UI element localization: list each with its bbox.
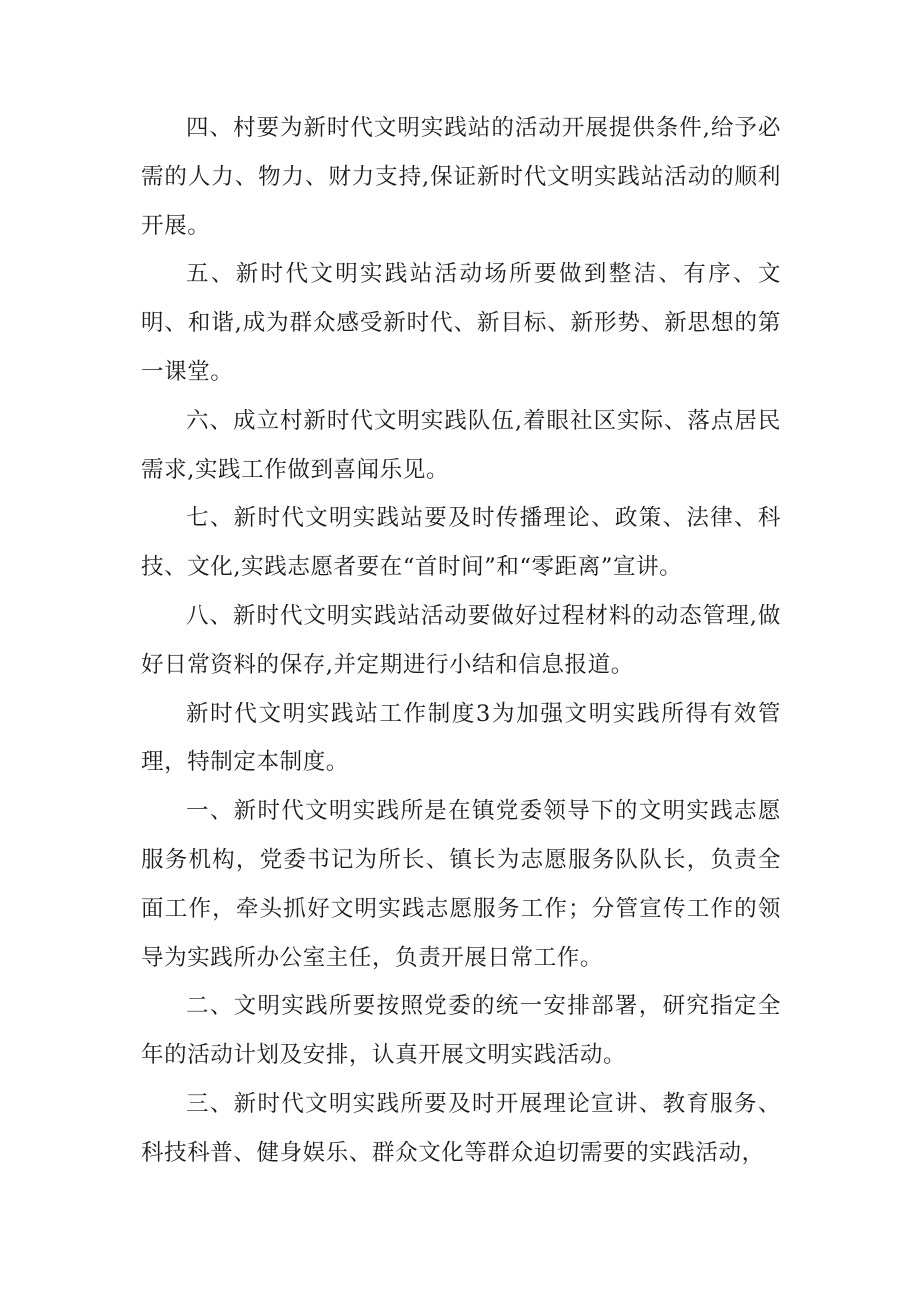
paragraph-item-6: 六、成立村新时代文明实践队伍,着眼社区实际、落点居民需求,实践工作做到喜闻乐见。 bbox=[141, 407, 781, 483]
paragraph-item-1: 一、新时代文明实践所是在镇党委领导下的文明实践志愿服务机构，党委书记为所长、镇长为志愿服务队队长，负责全面工作，牵头抓好文明实践志愿服务工作；分管宣传工作的领导为实践所办公室主任，负责开展日常工作。 bbox=[141, 798, 781, 971]
paragraph-item-7: 七、新时代文明实践站要及时传播理论、政策、法律、科技、文化,实践志愿者要在“首时间”和“零距离”宣讲。 bbox=[141, 505, 781, 581]
paragraph-item-2: 二、文明实践所要按照党委的统一安排部署，研究指定全年的活动计划及安排，认真开展文明实践活动。 bbox=[141, 993, 781, 1069]
document-body bbox=[141, 104, 781, 1178]
paragraph-item-3: 三、新时代文明实践所要及时开展理论宣讲、教育服务、科技科普、健身娱乐、群众文化等群众迫切需要的实践活动， bbox=[141, 1090, 781, 1166]
paragraph-item-8: 八、新时代文明实践站活动要做好过程材料的动态管理,做好日常资料的保存,并定期进行小结和信息报道。 bbox=[141, 602, 781, 678]
paragraph-item-5: 五、新时代文明实践站活动场所要做到整洁、有序、文明、和谐,成为群众感受新时代、新目标、新形势、新思想的第一课堂。 bbox=[141, 261, 781, 385]
paragraph-item-4: 四、村要为新时代文明实践站的活动开展提供条件,给予必需的人力、物力、财力支持,保证新时代文明实践站活动的顺利开展。 bbox=[141, 115, 781, 239]
paragraph-section-intro: 新时代文明实践站工作制度3为加强文明实践所得有效管理，特制定本制度。 bbox=[141, 700, 781, 776]
